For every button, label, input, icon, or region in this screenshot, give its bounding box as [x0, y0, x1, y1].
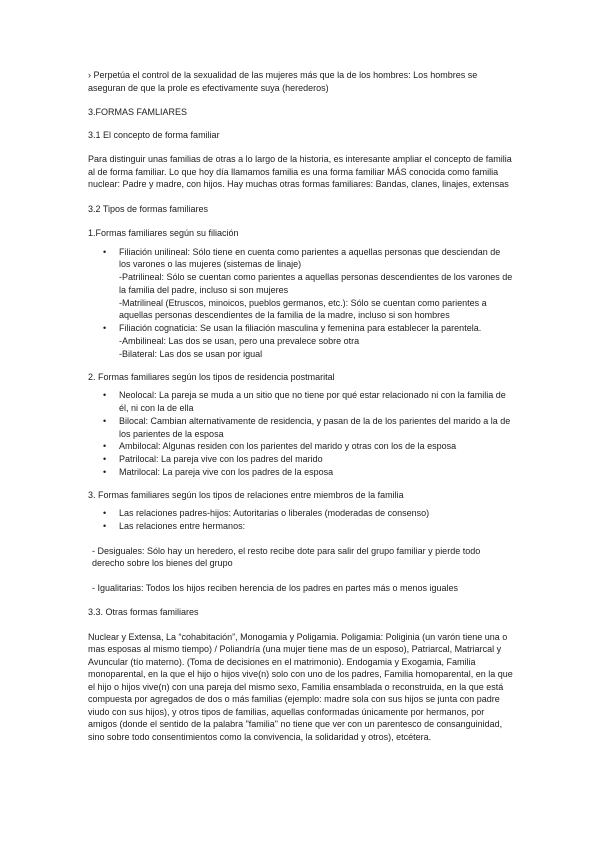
residence-title: 2. Formas familiares según los tipos de residencia postmarital: [88, 371, 335, 382]
list-item: [119, 322, 513, 360]
desiguales-paragraph: - Desiguales: Sólo hay un heredero, el resto recibe dote para salir del grupo familiar y pierde todo derecho sobre los bienes del grupo: [92, 545, 481, 569]
paragraph-3-1: Para distinguir unas familias de otras a lo largo de la historia, es interesante ampliar el concepto de familia al de forma familiar. Lo que hoy día llamamos familia es una forma familiar MÁS conocida como familia nuclear: Padre y madre, con hijos. Hay muchas otras formas familiares: Bandas, clanes, linajes, extensas: [88, 154, 512, 189]
filiation-list: [88, 246, 513, 361]
filiation-cognaticia: Filiación cognaticia: Se usan la filiación masculina y femenina para establecer la parentela.: [119, 323, 482, 334]
list-item: • Matrilocal: La pareja vive con los padres de la esposa: [119, 466, 513, 479]
list-item: • Patrilocal: La pareja vive con los padres del marido: [119, 453, 513, 466]
filiation-ambilineal: -Ambilineal: Las dos se usan, pero una prevalece sobre otra: [119, 336, 360, 347]
paragraph-3-3: Nuclear y Extensa, La “cohabitación”, Monogamia y Poligamia. Poligamia: Poliginia (un varón tiene una o mas esposas al mismo tiempo) / Poliandría (una mujer tiene mas de un esposo), Patriarcal, Matriarcal y Avuncular (tío materno). (Toma de decisiones en el matrimonio). Endogamia y Exogamia, Familia monoparental, en la que el hijo o hijos vive(n) solo con uno de los padres, Familia homoparental, en la que el hijo o hijos vive(n) con una pareja del mismo sexo, Familia ensamblada o reconstruida, en la que está compuesta por agregados de dos o más familias (ejemplo: madre sola con sus hijos se junta con padre viudo con sus hijos), y otros tipos de familias, aquellas conformadas únicamente por hermanos, por amigos (donde el sentido de la palabra "familia" no tiene que ver con un parentesco de consanguinidad, sino sobre todo consentimientos como la convivencia, la solidaridad y otros), etcétera.: [88, 631, 513, 742]
intro-paragraph: › Perpetúa el control de la sexualidad de las mujeres más que la de los hombres: Los hombres se aseguran de que la prole es efectivamente suya (herederos): [88, 70, 478, 93]
filiation-unilineal: Filiación unilineal: Sólo tiene en cuenta como parientes a aquellas personas que desciendan de los varones o las mujeres (sistemas de linaje): [119, 246, 501, 270]
list-item: • Bilocal: Cambian alternativamente de residencia, y pasan de la de los parientes del marido a la de los parientes de la esposa: [119, 415, 513, 441]
list-item: • Las relaciones entre hermanos:: [119, 520, 513, 533]
subheading-3-2: 3.2 Tipos de formas familiares: [88, 203, 209, 214]
filiation-title: 1.Formas familiares según su filiación: [88, 228, 239, 238]
list-item: • Las relaciones padres-hijos: Autoritarias o liberales (moderadas de consenso): [119, 507, 513, 520]
igualitarias-paragraph: - Igualitarias: Todos los hijos reciben herencia de los padres en partes más o menos iguales: [92, 582, 459, 593]
relations-list: [88, 507, 513, 533]
filiation-patrilineal: -Patrilineal: Sólo se cuentan como parientes a aquellas personas descendientes de los varones de la familia del padre, incluso si son mujeres: [119, 272, 513, 295]
residence-list: [88, 389, 513, 479]
list-item: • Ambilocal: Algunas residen con los parientes del marido y otras con los de la esposa: [119, 440, 513, 453]
list-item: [119, 246, 513, 323]
filiation-bilateral: -Bilateral: Las dos se usan por igual: [119, 348, 263, 359]
filiation-matrilineal: -Matrilineal (Etruscos, minoicos, pueblos germanos, etc.): Sólo se cuentan como parientes a aquellas personas descendientes de la familia de la madre, incluso si son hombres: [119, 297, 487, 321]
relations-title: 3. Formas familiares según los tipos de relaciones entre miembros de la familia: [88, 489, 404, 500]
section-heading-3: 3.FORMAS FAMLIARES: [88, 107, 188, 117]
subheading-3-3: 3.3. Otras formas familiares: [88, 607, 199, 618]
list-item: • Neolocal: La pareja se muda a un sitio que no tiene por qué estar relacionado ni con la familia de él, ni con la de ella: [119, 389, 513, 415]
subheading-3-1: 3.1 El concepto de forma familiar: [88, 129, 220, 140]
